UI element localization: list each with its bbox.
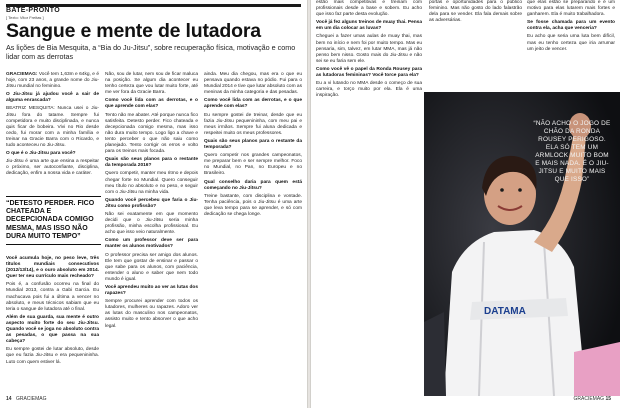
- magazine-name: GRACIEMAG: [573, 396, 605, 402]
- belt-text: DATAMA: [484, 306, 526, 317]
- interview-answer: Treine bastante, com disciplina e vontade. Tenha paciência, pois o Jiu-Jitsu é uma arte que leva tempo para se aprender, e só com dedicação se chega longe.: [204, 193, 302, 217]
- author-credit: [ Texto: Vitor Freitas ]: [6, 15, 44, 20]
- interview-answer: Eu sempre gostei de treinar, desde que eu fazia Jiu-Jitsu pequenininha, com meu pai e meus irmãos. Sempre fui aluna dedicada e respeitei muito os meus professores.: [204, 112, 302, 136]
- interview-question: Qual conselho daria para quem está começando no Jiu-Jitsu?: [204, 179, 302, 191]
- interview-answer: Pois é, a confusão ocorreu na final do Mundial 2013, contra a Gabi Garcia. Eu machucava pois fui a última a vencer no absoluto, e meus técnicos sabiam que eu teria o sangue de lutadora até o final.: [6, 282, 99, 312]
- article-deck: As lições de Bia Mesquita, a “Bia do Ju-Jitsu”, sobre recuperação física, motivação e como lidar com as derrotas: [6, 43, 296, 61]
- interview-question: Você já fez alguns treinos de muay thai. Pensa em um dia colocar as luvas?: [316, 20, 422, 32]
- interview-question: Você aprendeu muito ao ver as lutas dos rapazes?: [105, 285, 198, 297]
- left-col-2: [105, 72, 198, 332]
- article-headline: Sangue e mente de lutadora: [6, 20, 261, 42]
- right-col-3: [527, 0, 615, 55]
- athlete-photo: [424, 92, 620, 396]
- interview-answer: Jiu-Jitsu é uma arte que ensina a respeitar o próximo, ser autoconfiante, disciplina, dedicação, enfim a nossa vida e caráter.: [6, 159, 99, 177]
- interview-answer: Quero competir nos grandes campeonatos, me preparar bem e ser sempre melhor. Foco no Mundial, no Pan, no Europeu e no Brasileiro.: [204, 153, 302, 177]
- page-number: 14: [6, 396, 12, 402]
- interview-question: Quais são seus planos para o restante da temporada 2016?: [105, 157, 198, 169]
- interview-answer: Eu a vi lutando no MMA desde o começo de sua carreira, e torço muito por ela. Ela é uma inspiração.: [316, 81, 422, 99]
- interview-question: Quais são seus planos para o restante da temporada?: [204, 138, 302, 151]
- interview-answer: O professor precisa ser amigo dos alunos. Ele tem que gostar de ensinar e passar o que sabe para os alunos, com paciência, entender o aluno e saber que nem todo mundo é igual.: [105, 252, 198, 282]
- interview-answer: Quero competir, manter meu ritmo e depois chegar forte no Mundial. Quero conseguir meu título no absoluto e no peso, e seguir com o Jiu-Jitsu na minha vida.: [105, 171, 198, 195]
- interview-answer: Sempre procurei aprender com todos os lutadores, mulheres ou rapazes. Adoro ver as lutas do masculino nos campeonatos, assisto muito e tento absorver o que acho legal.: [105, 299, 198, 329]
- left-page: [0, 0, 307, 408]
- left-col-1: [6, 72, 99, 180]
- interview-question: Se fosse chamada para um evento contra ela, acha que venceria?: [527, 20, 615, 32]
- pull-quote: “DETESTO PERDER. FICO CHATEADA E DECEPCIONADA COMIGO MESMA, MAS ISSO NÃO DURA MUITO TEMPO”: [6, 196, 101, 245]
- interview-answer: Eu acho que seria uma luta bem difícil, mas eu tenho certeza que iria arrumar um jeito de vencer.: [527, 34, 615, 52]
- speaker-label: GRACIEMAG:: [6, 72, 38, 77]
- interview-question: Como você lida com as derrotas, e o que aprende com elas?: [204, 98, 302, 110]
- interview-answer: estão mais competitivas e treinam com profissionais desde a base e sobem. Eu acho que isso faz parte desta evolução.: [316, 0, 422, 18]
- interview-answer: Eu sempre gostei de lutar absoluto, desde que eu fazia Jiu-Jitsu e era pequenininha. Luto com quem estiver lá.: [6, 347, 99, 365]
- photo-quote: “NÃO ACHO O JOGO DE CHÃO DA RONDA ROUSEY PERIGOSO. ELA SÓ TEM UM ARMLOCK MUITO BOM E MAIS NADA. É O JIU-JITSU E MUITO MAIS QUE ISSO”: [533, 120, 611, 183]
- interview-answer: Cheguei a fazer umas aulas de muay thai, mas bem no início e nem foi por muito tempo. Mas eu pensaria, sim, talvez, em lutar MMA, mas já não penso bem nisso. Gosto mais do Jiu-Jitsu e não sei se eu faria sem ele.: [316, 34, 422, 64]
- page-footer-left: [6, 396, 47, 402]
- interview-answer: portas e oportunidades para o público feminino. Mas não gosto do lado falastrão dela para se vender. Ela fala demais sobre as adversárias.: [429, 0, 522, 24]
- right-page: [311, 0, 620, 408]
- interview-question: Como você lida com as derrotas, e o que aprende com elas?: [105, 98, 198, 110]
- interview-question: O que é o Jiu-Jitsu para você?: [6, 151, 76, 157]
- interview-answer: Tento não me abater. Até porque nunca fico satisfeita. Detesto perder. Fico chateada e decepcionada comigo mesma, mas isso não dura muito tempo. Logo ligo a chave e tento perceber o que não saiu como planejado. Tento corrigir os erros e volto para os treinos mais focada.: [105, 112, 198, 155]
- right-col-2: [429, 0, 522, 26]
- left-col-3: [204, 72, 302, 220]
- interview-question: Você acumula hoje, no peso leve, três títulos mundiais consecutivos (2012/13/14), e o ouro absoluto em 2014. Quer ter seu currículo mais recheado?: [6, 256, 99, 280]
- interview-question: Quando você percebeu que faria o Jiu-Jitsu como profissão?: [105, 197, 198, 209]
- lead-text: Você tem 1,63m e 64kg, e é hoje, com 23 anos, a grande nome do Jiu-Jitsu mundial no feminino.: [6, 72, 99, 90]
- interview-answer: que elas estão se preparando e é um motivo para elas lutarem mais fortes e ganharem. Ela é muito trabalhadora.: [527, 0, 615, 18]
- interview-answer: BEATRIZ MESQUITA: Nunca usei o Jiu-Jitsu fora do tatame. Sempre fui competidora e muito disciplinada, e nunca quis ficar de bobeira. Vivi no Rio desde cedo, fui morar com a minha família e treinar na Gracie Barra com o Ricardo, e tudo aconteceu no Jiu-Jitsu.: [6, 106, 99, 149]
- page-footer-right: [573, 396, 614, 402]
- magazine-name: GRACIEMAG: [15, 396, 47, 402]
- right-col-1: [316, 0, 422, 370]
- interview-answer: ainda. Meu dia chegou, mas era o que eu pensava quando estava no pódio. Fui para o Mundial 2014 e tive que lutar absoluto com as meninas da minha categoria e das pesadas.: [204, 72, 302, 96]
- interview-question: Como você vê o papel da Ronda Rousey para as lutadoras femininas? Você torce para ela?: [316, 66, 422, 79]
- interview-question: Além de sua guarda, sua mente é outro aspecto muito forte do seu Jiu-Jitsu. Quando você se joga no absoluto contra as pesadas, o que passa na sua cabeça?: [6, 314, 99, 345]
- interview-answer: Não sei exatamente em que momento decidi que o Jiu-Jitsu seria minha profissão, minha escolha profissional. Eu acho que isso veio naturalmente.: [105, 211, 198, 236]
- section-label: BATE-PRONTO: [6, 7, 60, 14]
- left-col-1-lower: [6, 254, 99, 368]
- interview-lead: [6, 72, 99, 90]
- interview-question: Como um professor deve ser para manter os alunos motivados?: [105, 238, 198, 250]
- page-number: 15: [605, 396, 611, 402]
- interview-question: O Jiu-Jitsu já ajudou você a sair de alguma enrascada?: [6, 92, 99, 104]
- interview-answer: Não, sou de lutar, nem sou de ficar maluca na posição. Se algum dia acontecer eu tenho certeza que vou lutar muito forte, até me ver fora da Gracie Barra.: [105, 72, 198, 96]
